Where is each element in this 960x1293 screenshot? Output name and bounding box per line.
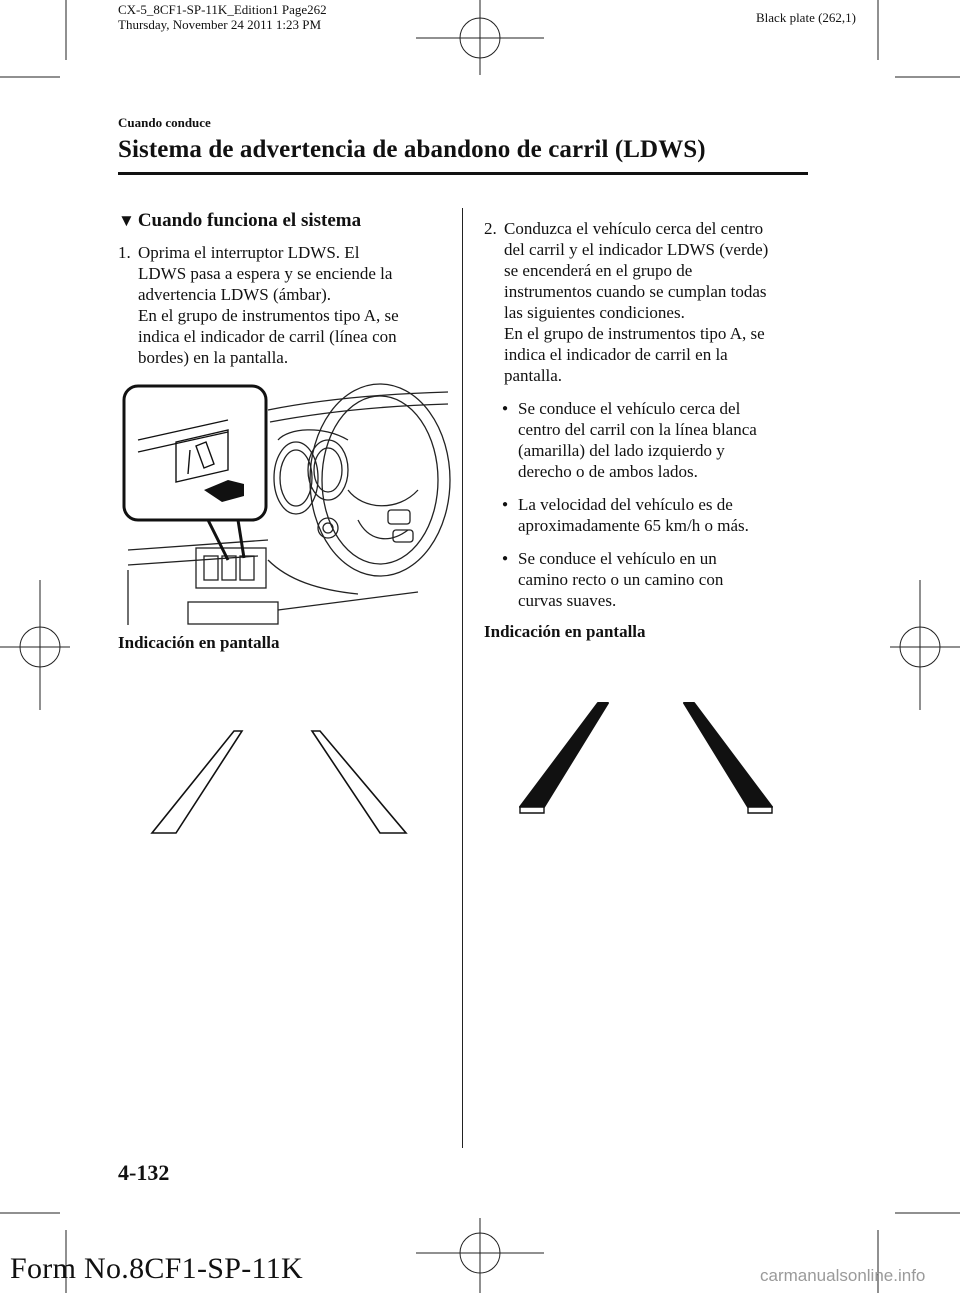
bullet-line: (amarilla) del lado izquierdo y: [518, 441, 725, 460]
outlined-lane-indicator: [140, 725, 420, 840]
step-2-line: las siguientes condiciones.: [504, 303, 685, 322]
condition-bullet: [502, 494, 814, 536]
step-2-line: pantalla.: [504, 366, 563, 385]
condition-bullet: [502, 548, 814, 611]
step-1-line: advertencia LDWS (ámbar).: [138, 285, 332, 304]
print-file-line: CX-5_8CF1-SP-11K_Edition1 Page262: [118, 2, 327, 17]
step-2-line: En el grupo de instrumentos tipo A, se: [504, 324, 765, 343]
right-outlined-lane-line: [312, 731, 406, 833]
step-2-line: se encenderá en el grupo de: [504, 261, 693, 280]
step-1: [118, 242, 448, 368]
header-rule: [118, 172, 808, 175]
right-lane-base: [748, 807, 772, 813]
left-display-label: Indicación en pantalla: [118, 633, 280, 652]
bullet-line: Se conduce el vehículo en un: [518, 549, 717, 568]
step-1-line: bordes) en la pantalla.: [138, 348, 289, 367]
bullet-icon: ●: [502, 553, 509, 564]
down-triangle-icon: ▼: [118, 211, 135, 230]
page-number: 4-132: [118, 1160, 170, 1185]
plate-label: Black plate (262,1): [756, 10, 856, 25]
section-label: Cuando conduce: [118, 115, 211, 130]
bullet-line: curvas suaves.: [518, 591, 617, 610]
step-2-line: instrumentos cuando se cumplan todas: [504, 282, 767, 301]
step-2-number: 2.: [484, 219, 497, 238]
right-solid-lane-line: [684, 703, 772, 807]
step-2-text: [504, 218, 768, 386]
step-2-line: Conduzca el vehículo cerca del centro: [504, 219, 764, 238]
step-2-line: del carril y el indicador LDWS (verde): [504, 240, 769, 259]
step-1-number: 1.: [118, 243, 131, 262]
form-number: Form No.8CF1-SP-11K: [10, 1252, 303, 1285]
step-1-text: [138, 242, 399, 368]
left-lane-base: [520, 807, 544, 813]
solid-lane-indicator: [510, 695, 790, 820]
bullet-line: La velocidad del vehículo es de: [518, 495, 733, 514]
left-solid-lane-line: [520, 703, 608, 807]
left-column: [118, 210, 448, 371]
bullet-line: camino recto o un camino con: [518, 570, 724, 589]
bullet-line: Se conduce el vehículo cerca del: [518, 399, 741, 418]
watermark: carmanualsonline.info: [760, 1266, 926, 1285]
bullet-icon: ●: [502, 403, 509, 414]
bullet-icon: ●: [502, 499, 509, 510]
left-outlined-lane-line: [152, 731, 242, 833]
step-1-line: Oprima el interruptor LDWS. El: [138, 243, 360, 262]
condition-bullet: [502, 398, 814, 482]
bullet-text: [518, 548, 723, 611]
right-column: [484, 218, 814, 642]
step-2-line: indica el indicador de carril en la: [504, 345, 728, 364]
step-1-line: En el grupo de instrumentos tipo A, se: [138, 306, 399, 325]
section-heading: [118, 210, 448, 231]
step-2: [484, 218, 814, 386]
step-1-line: indica el indicador de carril (línea con: [138, 327, 397, 346]
bullet-line: derecho o de ambos lados.: [518, 462, 698, 481]
ldws-switch-illustration: [118, 380, 456, 625]
column-divider: [462, 208, 463, 1148]
print-meta: [118, 2, 327, 32]
right-display-label: Indicación en pantalla: [484, 622, 646, 641]
print-date-line: Thursday, November 24 2011 1:23 PM: [118, 17, 322, 32]
step-1-line: LDWS pasa a espera y se enciende la: [138, 264, 393, 283]
bullet-line: aproximadamente 65 km/h o más.: [518, 516, 749, 535]
bullet-text: [518, 494, 749, 536]
section-heading-text: Cuando funciona el sistema: [137, 210, 362, 231]
chapter-title: Sistema de advertencia de abandono de carril (LDWS): [118, 136, 706, 163]
bullet-line: centro del carril con la línea blanca: [518, 420, 757, 439]
bullet-text: [518, 398, 757, 482]
